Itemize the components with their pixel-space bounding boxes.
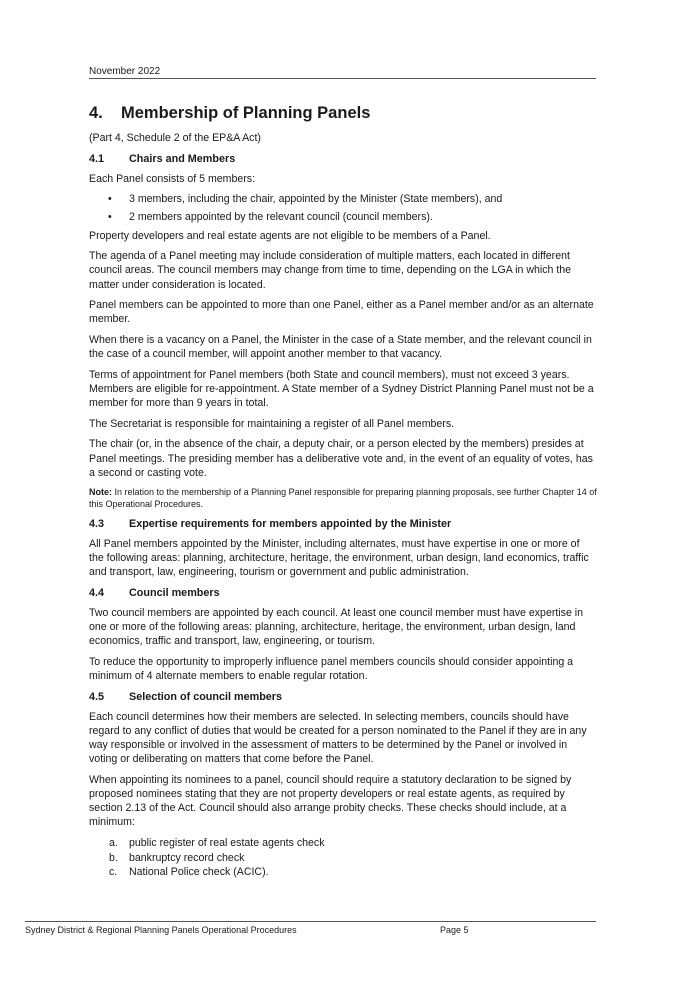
header-rule (89, 78, 596, 79)
subsection-title: Chairs and Members (129, 152, 236, 165)
note-label: Note: (89, 487, 112, 498)
list-item: • 3 members, including the chair, appointed by the Minister (State members), and (89, 192, 597, 206)
note-text: In relation to the membership of a Planning Panel responsible for preparing planning proposals, see further Chapter 14 of this Operational Procedures. (89, 487, 597, 510)
paragraph: To reduce the opportunity to improperly influence panel members councils should consider appointing a minimum of 4 alternate members to enable regular rotation. (89, 655, 574, 682)
paragraph: The chair (or, in the absence of the chair, a deputy chair, or a person elected by the members) presides at Panel meetings. The presiding member has a deliberative vote and, in the event of an equality of votes, has a second or casting vote. (89, 438, 593, 479)
paragraph: Property developers and real estate agents are not eligible to be members of a Panel. (89, 229, 491, 242)
page-header-date: November 2022 (89, 66, 161, 77)
list-marker: b. (109, 851, 118, 864)
paragraph: Two council members are appointed by each council. At least one council member must have expertise in one or more of the following areas: planning, architecture, heritage, the environment, urban design, land economics, traffic and transport, law, engineering, or tourism. (89, 606, 584, 648)
list-item (89, 865, 597, 879)
subsection-heading-4-5 (89, 690, 597, 704)
paragraph: When appointing its nominees to a panel, council should require a statutory declaration to be signed by proposed nominees stating that they are not property developers or real estate agents, as required by section 2.13 of the Act. Council should also arrange probity checks. These checks should include, at a minimum: (89, 773, 572, 829)
subsection-heading-4-4 (89, 586, 597, 600)
probity-check-list (89, 836, 597, 880)
list-item-text: bankruptcy record check (129, 851, 245, 864)
paragraph: When there is a vacancy on a Panel, the Minister in the case of a State member, and the relevant council in the case of a council member, will appoint another member to that vacancy. (89, 333, 592, 361)
subsection-number: 4.1 (89, 152, 105, 165)
subsection-heading-4-3 (89, 517, 597, 531)
subsection-title: Expertise requirements for members appointed by the Minister (129, 517, 452, 530)
subsection-heading-4-1 (89, 152, 597, 166)
footer-rule (25, 921, 596, 922)
section-heading (89, 103, 597, 123)
paragraph: All Panel members appointed by the Minister, including alternates, must have expertise in one or more of the following areas: planning, architecture, heritage, the environment, urban design, land economics, traffic and transport, law, engineering, tourism or government and public administration. (89, 537, 589, 579)
subsection-title: Council members (129, 586, 220, 599)
footer-document-title: Sydney District & Regional Planning Panels Operational Procedures (25, 925, 297, 935)
section-number: 4. (89, 104, 103, 122)
list-marker: c. (109, 866, 118, 879)
subsection-number: 4.4 (89, 586, 105, 599)
paragraph: The Secretariat is responsible for maintaining a register of all Panel members. (89, 417, 455, 430)
paragraph: Terms of appointment for Panel members (both State and council members), must not exceed 3 years. Members are eligible for re-appointment. A State member of a Sydney District Planning Panel must not be a member for more than 9 years in total. (89, 368, 594, 410)
section-title: Membership of Planning Panels (121, 104, 371, 122)
note (89, 486, 597, 510)
paragraph: The agenda of a Panel meeting may include consideration of multiple matters, each located in different council areas. The council members may change from time to time, depending on the LGA in which the matter under consideration is located. (89, 250, 572, 291)
document-body (89, 103, 597, 880)
list-marker: a. (109, 836, 118, 849)
list-item-text: National Police check (ACIC). (129, 866, 269, 879)
subsection-title: Selection of council members (129, 690, 282, 703)
subsection-number: 4.5 (89, 690, 105, 703)
member-bullet-list (89, 192, 597, 224)
subsection-number: 4.3 (89, 517, 105, 530)
list-item: • 2 members appointed by the relevant council (council members). (89, 210, 597, 224)
section-subtitle: (Part 4, Schedule 2 of the EP&A Act) (89, 132, 261, 144)
footer-page-number: Page 5 (440, 925, 469, 935)
list-item (89, 836, 597, 850)
list-item-text: public register of real estate agents check (129, 836, 325, 849)
paragraph: Each Panel consists of 5 members: (89, 172, 256, 185)
paragraph: Panel members can be appointed to more than one Panel, either as a Panel member and/or as an alternate member. (89, 299, 594, 326)
paragraph: Each council determines how their members are selected. In selecting members, councils should have regard to any conflict of duties that would be created for a person nominated to the Panel if they are in any way responsible or involved in the assessment of matters to be determined by the Panel or involved in voting or deliberating on matters that come before the Panel. (89, 710, 587, 766)
list-item (89, 851, 597, 865)
